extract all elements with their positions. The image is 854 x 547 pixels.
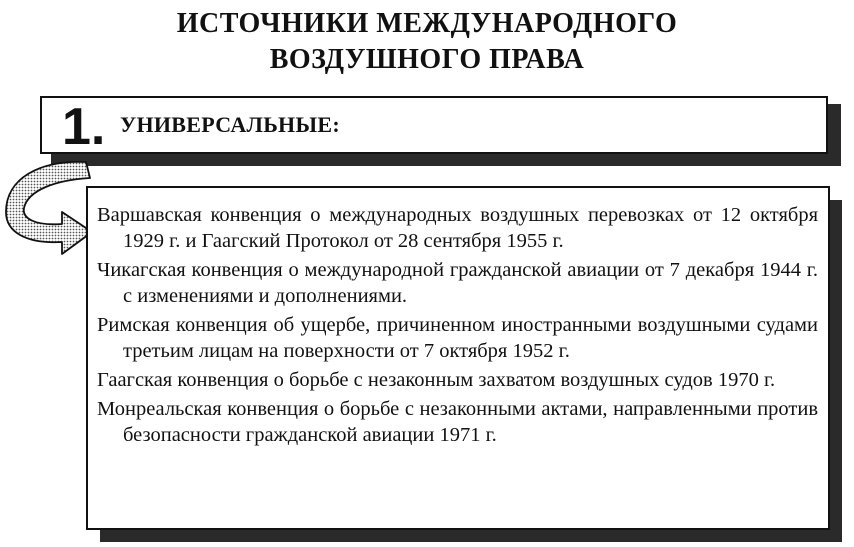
page-title-line-2: ВОЗДУШНОГО ПРАВА xyxy=(269,44,585,75)
list-item: Римская конвенция об ущербе, причиненном иностранными воздушными судами третьим лицам на поверхности от 7 октября 1952 г. xyxy=(97,314,818,362)
list-item: Монреальская конвенция о борьбе с незаконными актами, направленными против безопасности гражданской авиации 1971 г. xyxy=(97,398,818,446)
section-number: 1. xyxy=(62,98,106,156)
sources-list xyxy=(86,186,830,530)
section-label: УНИВЕРСАЛЬНЫЕ: xyxy=(120,112,340,137)
section-header xyxy=(40,96,828,154)
list-item: Гаагская конвенция о борьбе с незаконным захватом воздушных судов 1970 г. xyxy=(97,369,776,391)
curved-arrow-icon xyxy=(0,156,100,266)
list-item: Чикагская конвенция о международной гражданской авиации от 7 декабря 1944 г. с изменениями и дополнениями. xyxy=(97,259,818,307)
page-title xyxy=(0,6,854,78)
list-item: Варшавская конвенция о международных воздушных перевозках от 12 октября 1929 г. и Гаагский Протокол от 28 сентября 1955 г. xyxy=(97,204,818,252)
page-title-line-1: ИСТОЧНИКИ МЕЖДУНАРОДНОГО xyxy=(176,8,678,39)
